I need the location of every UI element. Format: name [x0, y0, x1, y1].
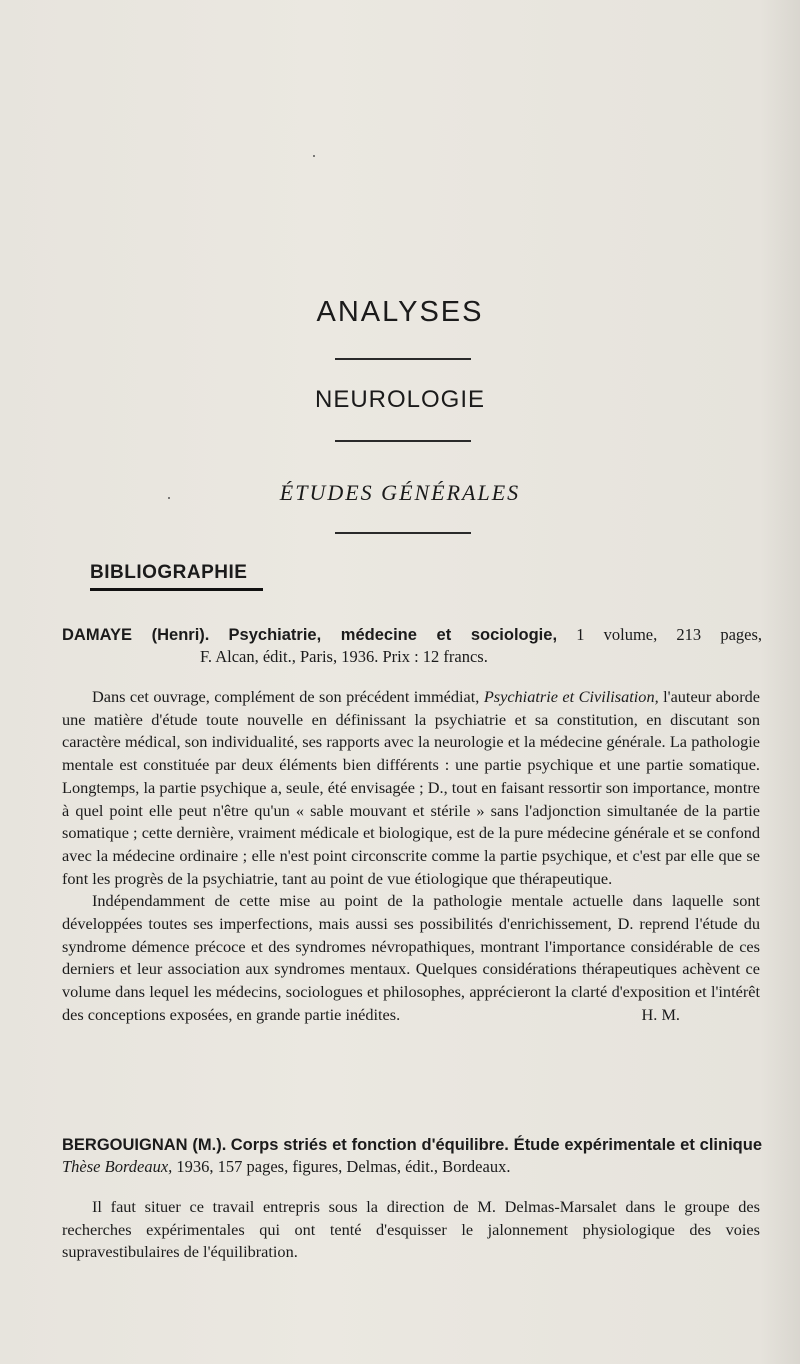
section-heading: ANALYSES — [316, 296, 484, 328]
entry-author: BERGOUIGNAN (M.). — [62, 1136, 227, 1154]
entry-details: 1 volume, 213 pages, — [576, 625, 763, 644]
entry-details: 1936, 157 pages, figures, Delmas, édit., Bordeaux. — [176, 1157, 511, 1176]
divider — [335, 532, 471, 534]
divider — [335, 358, 471, 360]
subsection-heading: NEUROLOGIE — [314, 386, 486, 413]
entry-title: Psychiatrie, médecine et sociologie, — [228, 626, 558, 644]
entry-author: DAMAYE (Henri). — [62, 626, 210, 644]
entry-body — [62, 1196, 760, 1264]
paragraph-text: Dans cet ouvrage, complément de son précédent immédiat, — [92, 687, 480, 706]
paragraph: Il faut situer ce travail entrepris sous la direction de M. Delmas-Marsalet dans le groupe des recherches expérimentales qui ont tenté d'esquisser le jalonnement physiologique des voies supravestibulaires de l'équilibration. — [62, 1197, 760, 1262]
paragraph — [62, 686, 760, 890]
thesis-label: Thèse Bordeaux, — [62, 1157, 173, 1176]
category-heading: ÉTUDES GÉNÉRALES — [279, 480, 521, 505]
reviewer-signature: H. M. — [641, 1004, 680, 1024]
paragraph-text: Indépendamment de cette mise au point de la pathologie mentale actuelle dans laquelle sont développées toutes ses imperfections, mais aussi ses possibilités d'enrichissement, D. reprend l'étude du syndrome démence précoce et des syndromes névropathiques, montrant l'importance considérable de ces derniers et leur association aux syndromes mentaux. Quelques considérations thérapeutiques achèvent ce volume dans lequel les médecins, sociologues et philosophes, apprécieront la clarté d'exposition et l'intérêt des conceptions exposées, en grande partie inédites. — [62, 891, 760, 1024]
divider — [335, 440, 471, 442]
entry-title: Corps striés et fonction d'équilibre. Étude expérimentale et clinique — [230, 1136, 763, 1154]
paragraph — [62, 890, 760, 1026]
bibliography-underline — [90, 588, 263, 591]
entry-header — [62, 1134, 762, 1178]
entry-body — [62, 686, 760, 1027]
paragraph-text: l'auteur aborde une matière d'étude toute nouvelle en définissant la psychiatrie et sa constitution, en discutant son caractère médical, son individualité, ses rapports avec la neurologie et la médecine générale. La pathologie mentale est constituée par deux éléments bien différents : une partie psychique et une partie somatique. Longtemps, la partie psychique a, seule, été envisagée ; D., tout en faisant ressortir son importance, montre à quel point elle peut n'être qu'un « sable mouvant et stérile » sans l'adjonction simultanée de la partie somatique ; cette dernière, vraiment médicale et biologique, est de la pure médecine générale et se confond avec la médecine ordinaire ; elle n'est point circonscrite comme la partie psychique, et c'est par elle que se font les progrès de la psychiatrie, tant au point de vue étiologique que thérapeutique. — [62, 687, 760, 888]
entry-publisher: F. Alcan, édit., Paris, 1936. Prix : 12 francs. — [200, 647, 488, 666]
bibliography-heading: BIBLIOGRAPHIE — [90, 562, 248, 583]
entry-header — [62, 624, 762, 668]
cited-title: Psychiatrie et Civilisation, — [483, 687, 659, 706]
speck — [313, 155, 315, 157]
